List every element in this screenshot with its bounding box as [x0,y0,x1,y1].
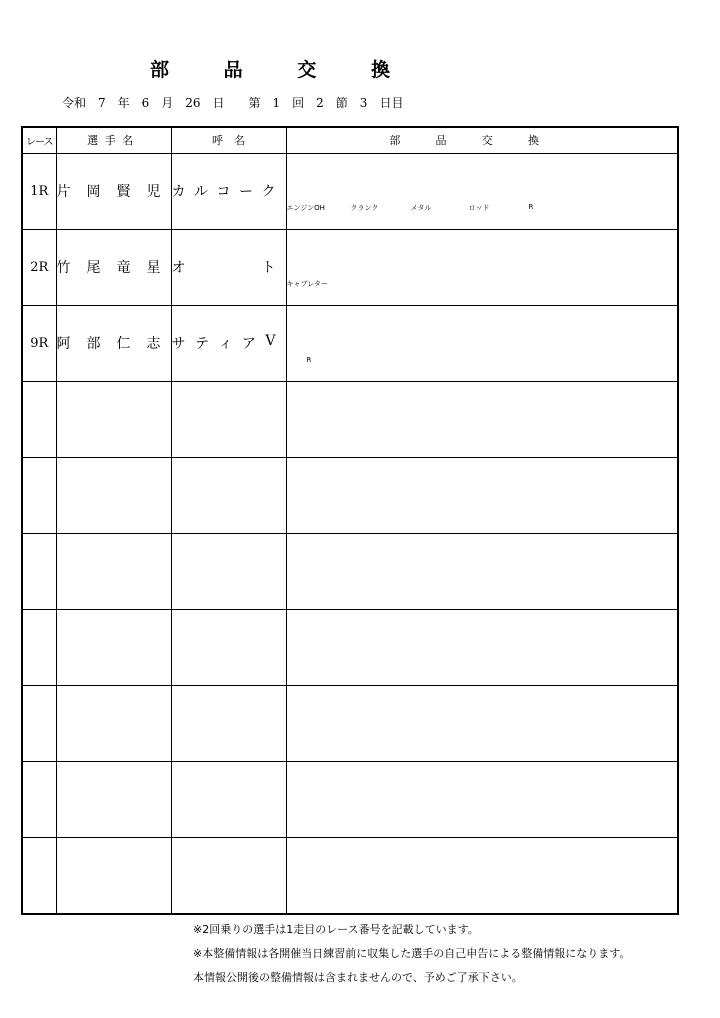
nick-char: ト [261,260,276,277]
nick-char: ク [261,184,276,201]
nick-char: カ [171,184,186,201]
header-parts: 部品交換 [286,127,678,153]
part-item: R [528,203,534,212]
race-cell: 2R [22,229,56,305]
page-title [150,55,390,81]
name-char: 竜 [116,260,131,277]
nick-char: ル [194,184,208,201]
part-item: ロッド [468,204,490,213]
part-item: メタル [410,204,432,213]
table-header-row [22,127,678,153]
footnote: ※2回乗りの選手は1走目のレース番号を記載しています。 [193,923,479,936]
nickname-cell [171,153,286,229]
name-char: 岡 [86,184,101,201]
parts-exchange-table [21,126,679,915]
title-char: 部 [150,59,170,81]
header-nickname: 呼 名 [171,127,286,153]
name-char: 部 [86,336,101,353]
table-row [22,686,678,762]
nick-char: ア [241,336,256,353]
name-char: 阿 [56,336,71,353]
race-cell: 9R [22,305,56,381]
part-item: エンジンOH [286,204,325,213]
header-race: レース [22,127,56,153]
nick-char: ー [239,184,253,201]
table-row [22,153,678,229]
name-char: 片 [56,184,71,201]
footnote: 本情報公開後の整備情報は含まれませんので、予めご了承下さい。 [193,971,523,984]
part-item: クランク [350,204,379,213]
racer-name-cell [56,153,171,229]
parts-cell [286,153,678,229]
nick-char: V [265,333,276,350]
name-char: 尾 [86,260,101,277]
title-char: 交 [297,59,317,81]
title-char: 換 [370,59,390,81]
nick-char: ィ [218,336,233,353]
racer-name-cell [56,305,171,381]
part-item: キャブレター [286,280,328,289]
name-char: 仁 [116,336,131,353]
part-item: R [306,356,312,365]
table-row [22,381,678,457]
name-char: 星 [146,260,161,277]
race-cell: 1R [22,153,56,229]
nick-char: サ [171,336,186,353]
table-row [22,457,678,533]
footnotes [193,918,630,990]
title-char: 品 [223,59,243,81]
nickname-cell [171,305,286,381]
nickname-cell [171,229,286,305]
parts-cell [286,229,678,305]
name-char: 賢 [116,184,131,201]
name-char: 志 [146,336,161,353]
nick-char: オ [171,260,186,277]
table-row [22,838,678,914]
name-char: 竹 [56,260,71,277]
table-row [22,305,678,381]
table-row [22,610,678,686]
table-row [22,762,678,838]
parts-cell [286,305,678,381]
footnote: ※本整備情報は各開催当日練習前に収集した選手の自己申告による整備情報になります。 [193,947,631,960]
racer-name-cell [56,229,171,305]
nick-char: テ [194,336,209,353]
name-char: 児 [146,184,161,201]
table-row [22,533,678,609]
table-row [22,229,678,305]
header-racer: 選手名 [56,127,171,153]
date-line: 令和 7 年 6 月 26 日 第 1 回 2 節 3 日目 [62,96,404,110]
nick-char: コ [216,184,231,201]
